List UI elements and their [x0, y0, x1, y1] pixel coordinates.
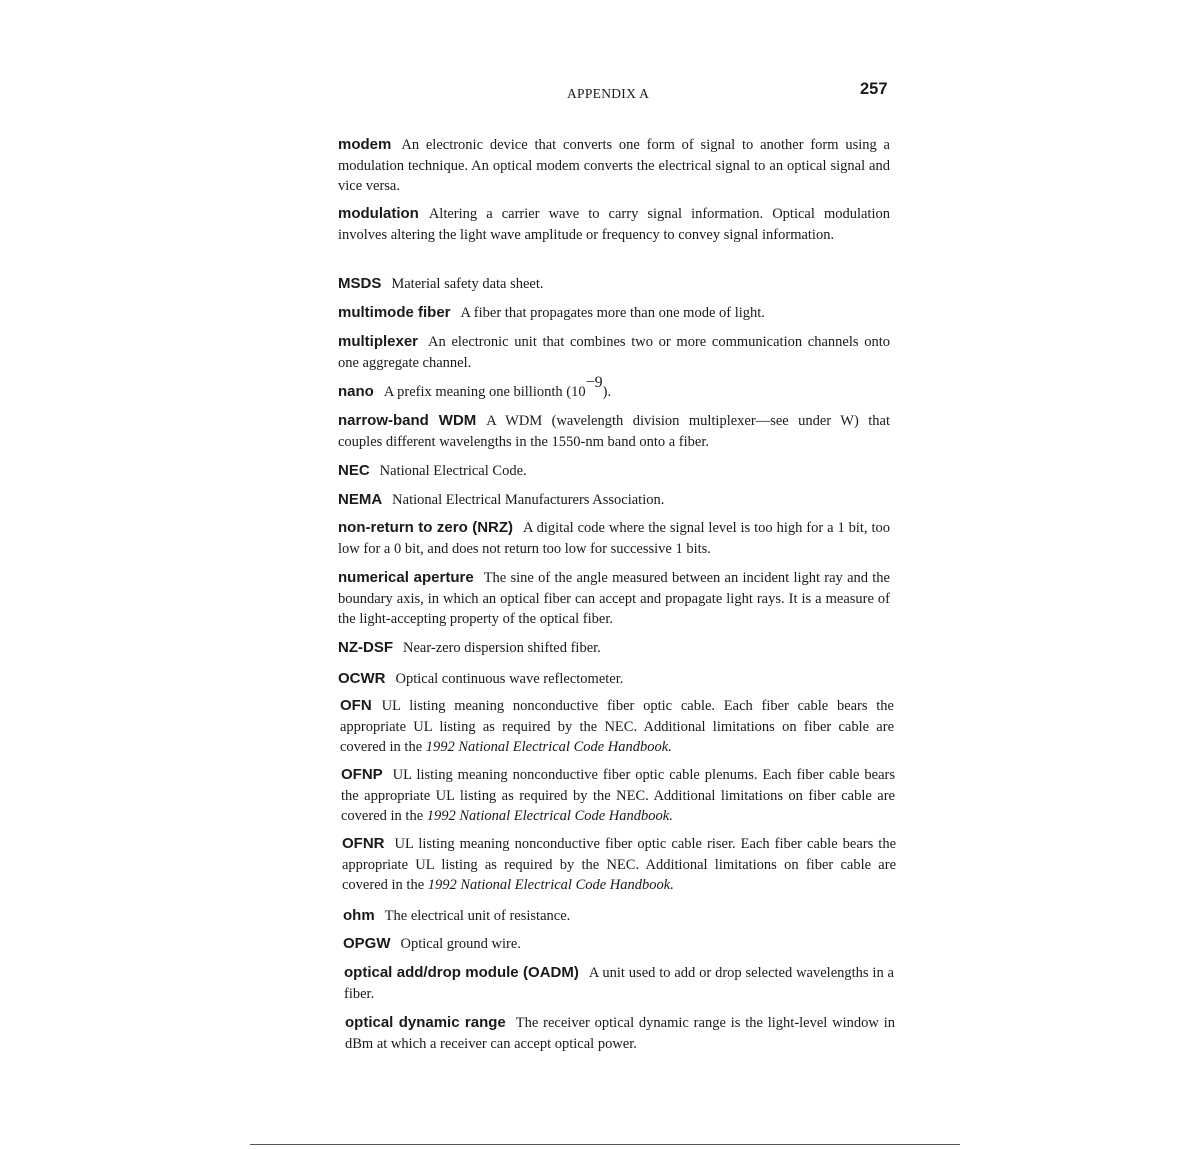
- glossary-term: MSDS: [338, 275, 382, 292]
- glossary-definition: Altering a carrier wave to carry signal information. Optical modulation involves altering the light wave amplitude or frequency to convey signal information.: [338, 206, 890, 243]
- definition-text: UL listing meaning nonconductive fiber optic cable. Each fiber cable bears the appropriate UL listing as required by the NEC. Additional limitations on fiber cable are covered in the: [340, 698, 894, 755]
- glossary-definition: An electronic device that converts one form of signal to another form using a modulation technique. An optical modem converts the electrical signal to an optical signal and vice versa.: [338, 137, 890, 194]
- glossary-entry-ohm: [343, 906, 895, 927]
- glossary-definition: [383, 374, 612, 400]
- glossary-entry-nano: [338, 374, 890, 403]
- glossary-definition: A WDM (wavelength division multiplexer—see under W) that couples different wavelengths in the 1550-nm band onto a fiber.: [338, 413, 890, 450]
- glossary-term: OFN: [340, 697, 372, 714]
- glossary-term: OFNP: [341, 766, 383, 783]
- glossary-definition: A fiber that propagates more than one mode of light.: [460, 305, 765, 321]
- definition-text: ).: [602, 384, 612, 400]
- glossary-term: nano: [338, 383, 374, 400]
- glossary-entry-nrz: [338, 518, 890, 559]
- definition-text: A prefix meaning one billionth (10: [383, 384, 586, 400]
- glossary-entry-ofnr: [342, 834, 896, 896]
- glossary-definition: [342, 836, 896, 893]
- page-number: 257: [860, 80, 888, 98]
- glossary-entry-multimode-fiber: [338, 303, 890, 324]
- glossary-term: narrow-band WDM: [338, 412, 477, 429]
- glossary-term: numerical aperture: [338, 569, 474, 586]
- definition-text: UL listing meaning nonconductive fiber optic cable riser. Each fiber cable bears the appropriate UL listing as required by the NEC. Additional limitations on fiber cable are covered in the: [342, 836, 896, 893]
- glossary-term: modem: [338, 136, 392, 153]
- glossary-entry-oadm: [344, 963, 894, 1004]
- glossary-term: NEMA: [338, 491, 383, 508]
- glossary-term: multimode fiber: [338, 304, 451, 321]
- definition-text: UL listing meaning nonconductive fiber optic cable plenums. Each fiber cable bears the appropriate UL listing as required by the NEC. Additional limitations on fiber cable are covered in the: [341, 767, 895, 824]
- glossary-term: optical add/drop module (OADM): [344, 964, 579, 981]
- glossary-definition: Optical continuous wave reflectometer.: [395, 671, 624, 687]
- glossary-entry-nema: [338, 490, 890, 511]
- glossary-definition: The receiver optical dynamic range is the light-level window in dBm at which a receiver can accept optical power.: [345, 1015, 895, 1052]
- glossary-entry-nz-dsf: [338, 638, 890, 659]
- glossary-entry-ofnp: [341, 765, 895, 827]
- glossary-term: OCWR: [338, 670, 386, 687]
- glossary-definition: The electrical unit of resistance.: [384, 908, 571, 924]
- glossary-term: non-return to zero (NRZ): [338, 519, 514, 536]
- glossary-definition: [341, 767, 895, 824]
- glossary-entry-modem: [338, 135, 890, 197]
- book-title: 1992 National Electrical Code Handbook.: [426, 808, 673, 824]
- glossary-term: OPGW: [343, 935, 391, 952]
- glossary-definition: National Electrical Manufacturers Association.: [392, 492, 665, 508]
- glossary-term: OFNR: [342, 835, 385, 852]
- glossary-entry-numerical-aperture: [338, 568, 890, 630]
- glossary-entry-narrow-band-wdm: [338, 411, 890, 452]
- glossary-entry-ofn: [340, 696, 894, 758]
- glossary-term: ohm: [343, 907, 375, 924]
- glossary-term: modulation: [338, 205, 419, 222]
- glossary-entry-ocwr: [338, 669, 890, 690]
- glossary-definition: National Electrical Code.: [379, 463, 527, 479]
- page-footer-rule: [250, 1144, 960, 1145]
- glossary-term: NZ-DSF: [338, 639, 393, 656]
- glossary-entry-multiplexer: [338, 332, 890, 373]
- glossary-entry-nec: [338, 461, 890, 482]
- glossary-definition: Near-zero dispersion shifted fiber.: [403, 640, 601, 656]
- glossary-definition: The sine of the angle measured between an incident light ray and the boundary axis, in which an optical fiber can accept and propagate light rays. It is a measure of the light-accepting property of the optical fiber.: [338, 570, 890, 627]
- glossary-entry-opgw: [343, 934, 895, 955]
- glossary-term: optical dynamic range: [345, 1014, 506, 1031]
- glossary-definition: Optical ground wire.: [400, 936, 521, 952]
- exponent: −9: [585, 374, 603, 391]
- glossary-entry-msds: [338, 274, 890, 295]
- book-title: 1992 National Electrical Code Handbook.: [425, 739, 672, 755]
- book-title: 1992 National Electrical Code Handbook.: [427, 877, 674, 893]
- glossary-term: NEC: [338, 462, 370, 479]
- glossary-term: multiplexer: [338, 333, 419, 350]
- glossary-definition: [340, 698, 894, 755]
- glossary-entry-optical-dynamic-range: [345, 1013, 895, 1054]
- glossary-definition: Material safety data sheet.: [391, 276, 544, 292]
- glossary-entry-modulation: [338, 204, 890, 245]
- glossary-definition: A unit used to add or drop selected wavelengths in a fiber.: [344, 965, 894, 1002]
- running-head: APPENDIX A: [567, 86, 650, 101]
- glossary-definition: A digital code where the signal level is too high for a 1 bit, too low for a 0 bit, and does not return too low for successive 1 bits.: [338, 520, 891, 557]
- glossary-definition: An electronic unit that combines two or more communication channels onto one aggregate channel.: [338, 334, 890, 371]
